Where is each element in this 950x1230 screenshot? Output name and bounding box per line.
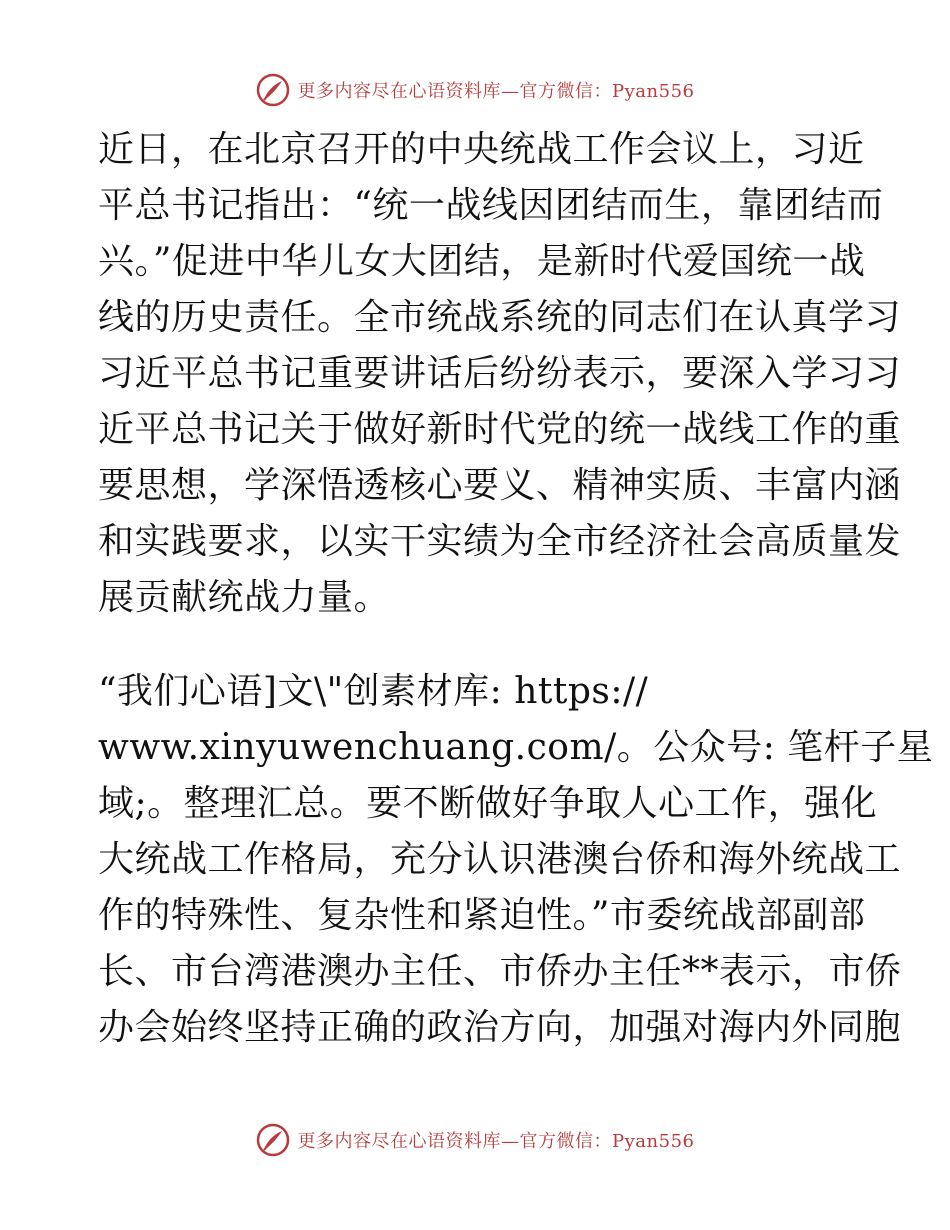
paragraph-line: www.xinyuwenchuang.com/。公众号: 笔杆子星	[98, 727, 934, 768]
paragraph-line: 大统战工作格局，充分认识港澳台侨和海外统战工	[98, 839, 902, 880]
quill-seal-icon	[256, 73, 290, 107]
paragraph-line: 作的特殊性、复杂性和紧迫性。”市委统战部副部	[98, 895, 866, 936]
paragraph-line: “我们心语]文\"创素材库: https://	[98, 671, 649, 712]
footer-watermark-banner	[0, 1118, 950, 1162]
paragraph-line: 近日，在北京召开的中央统战工作会议上，习近	[98, 129, 865, 170]
header-watermark-banner	[0, 68, 950, 112]
paragraph-line: 近平总书记关于做好新时代党的统一战线工作的重	[98, 409, 902, 450]
paragraph-line: 办会始终坚持正确的政治方向，加强对海内外同胞	[98, 1007, 902, 1048]
quill-seal-icon	[256, 1123, 290, 1157]
paragraph-line: 长、市台湾港澳办主任、市侨办主任**表示，市侨	[98, 951, 902, 992]
paragraph-line: 线的历史责任。全市统战系统的同志们在认真学习	[98, 297, 902, 338]
paragraph-line: 和实践要求，以实干实绩为全市经济社会高质量发	[98, 521, 902, 562]
paragraph-line: 域;。整理汇总。要不断做好争取人心工作，强化	[98, 783, 878, 824]
header-banner-text: 更多内容尽在心语资料库—官方微信：Pyan556	[297, 81, 695, 102]
paragraph-line: 兴。”促进中华儿女大团结，是新时代爱国统一战	[98, 241, 866, 282]
paragraph-line: 习近平总书记重要讲话后纷纷表示，要深入学习习	[98, 353, 902, 394]
paragraph-line: 展贡献统战力量。	[98, 577, 391, 618]
paragraph-line: 平总书记指出：“统一战线因团结而生，靠团结而	[98, 185, 884, 226]
footer-banner-text: 更多内容尽在心语资料库—官方微信：Pyan556	[297, 1131, 695, 1152]
paragraph-line: 要思想，学深悟透核心要义、精神实质、丰富内涵	[98, 465, 902, 506]
